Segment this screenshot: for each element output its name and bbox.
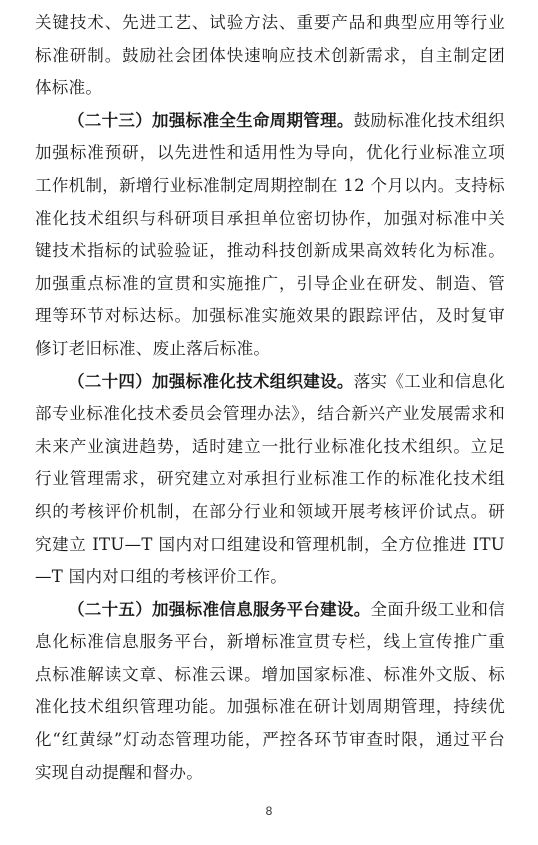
- section-25-heading: （二十五）加强标准信息服务平台建设。: [68, 599, 371, 619]
- page-number: 8: [265, 804, 273, 818]
- section-23-heading: （二十三）加强标准全生命周期管理。: [68, 110, 354, 130]
- section-23-body: 鼓励标准化技术组织加强标准预研，以先进性和适用性为导向，优化行业标准立项工作机制，新增行业标准制定周期控制在 12 个月以内。支持标准化技术组织与科研项目承担单位密切协作，加强对标准中关键技术指标的试验验证，推动科技创新成果高效转化为标准。加强重点标准的宣贯和实施推广，引导企业在研发、制造、管理等环节对标达标。加强标准实施效果的跟踪评估，及时复审修订老旧标准、废止落后标准。: [35, 110, 505, 358]
- section-24-heading: （二十四）加强标准化技术组织建设。: [68, 371, 354, 391]
- section-25-body: 全面升级工业和信息化标准信息服务平台，新增标准宣贯专栏，线上宣传推广重点标准解读文章、标准云课。增加国家标准、标准外文版、标准化技术组织管理功能。加强标准在研计划周期管理，持续优化“红黄绿”灯动态管理功能，严控各环节审查时限，通过平台实现自动提醒和督办。: [35, 599, 505, 782]
- document-page: [35, 7, 505, 789]
- section-24-body: 落实《工业和信息化部专业标准化技术委员会管理办法》，结合新兴产业发展需求和未来产业演进趋势，适时建立一批行业标准化技术组织。立足行业管理需求，研究建立对承担行业标准工作的标准化技术组织的考核评价机制，在部分行业和领域开展考核评价试点。研究建立 ITU—T 国内对口组建设和管理机制，全方位推进 ITU—T 国内对口组的考核评价工作。: [35, 371, 505, 587]
- section-25-paragraph: [35, 594, 505, 790]
- section-24-paragraph: [35, 366, 505, 594]
- section-23-paragraph: [35, 105, 505, 366]
- continuation-paragraph: 关键技术、先进工艺、试验方法、重要产品和典型应用等行业标准研制。鼓励社会团体快速响应技术创新需求，自主制定团体标准。: [35, 13, 505, 98]
